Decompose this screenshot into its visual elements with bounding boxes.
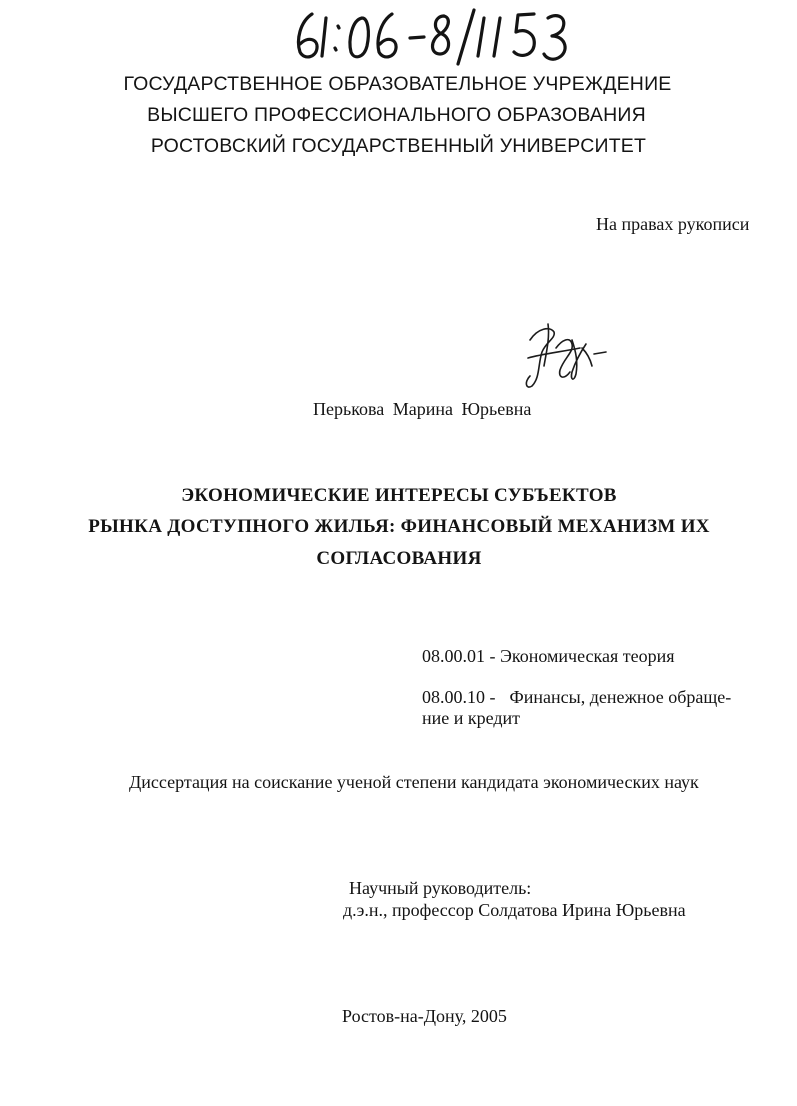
place-and-year: Ростов-на-Дону, 2005 <box>342 1006 507 1026</box>
dissertation-degree-note: Диссертация на соискание ученой степени кандидата экономических наук <box>129 772 699 792</box>
dissertation-title-line-3: СОГЛАСОВАНИЯ <box>316 548 482 569</box>
supervisor-label: Научный руководитель: <box>349 878 532 898</box>
specialty-finance <box>422 686 767 708</box>
dissertation-title-line-2: РЫНКА ДОСТУПНОГО ЖИЛЬЯ: ФИНАНСОВЫЙ МЕХАНИЗМ ИХ <box>88 516 710 537</box>
manuscript-rights-note: На правах рукописи <box>596 214 750 234</box>
supervisor-name: д.э.н., профессор Солдатова Ирина Юрьевна <box>343 900 686 920</box>
specialty-economic-theory: 08.00.01 - Экономическая теория <box>422 646 675 666</box>
author-name: Перькова Марина Юрьевна <box>313 399 532 419</box>
institution-line-2: ВЫСШЕГО ПРОФЕССИОНАЛЬНОГО ОБРАЗОВАНИЯ <box>147 104 646 126</box>
institution-line-1: ГОСУДАРСТВЕННОЕ ОБРАЗОВАТЕЛЬНОЕ УЧРЕЖДЕНИЕ <box>123 73 672 95</box>
dissertation-title-line-1: ЭКОНОМИЧЕСКИЕ ИНТЕРЕСЫ СУБЪЕКТОВ <box>181 485 617 506</box>
specialty-finance-text: Финансы, денежное обраще- <box>509 687 732 707</box>
institution-line-3: РОСТОВСКИЙ ГОСУДАРСТВЕННЫЙ УНИВЕРСИТЕТ <box>150 135 647 157</box>
handwritten-archive-number <box>286 6 576 66</box>
specialty-finance-code: 08.00.10 - <box>422 687 496 707</box>
author-signature <box>520 318 616 392</box>
specialty-finance-continuation: ние и кредит <box>422 708 521 728</box>
